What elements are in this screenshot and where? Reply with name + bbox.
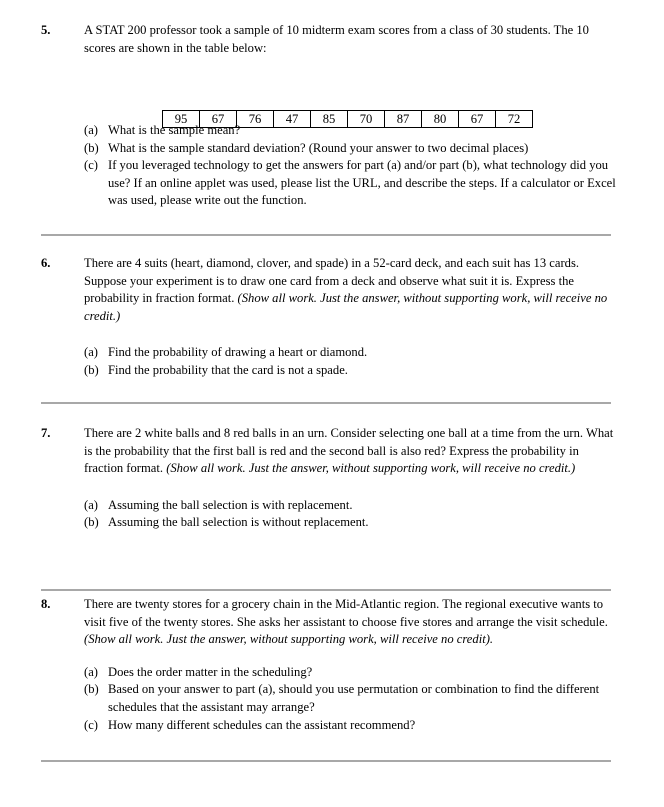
intro-text: There are 4 suits (heart, diamond, clover, and spade) in a 52-card deck, and each suit has 13 cards. Suppose your experiment is to draw one card from a deck and observe what suit it is. Express the probability in fraction format. xyxy=(84,256,580,306)
question-body xyxy=(84,596,616,734)
part-text: Assuming the ball selection is without replacement. xyxy=(108,515,369,530)
question-body xyxy=(84,255,616,380)
score-cell: 67 xyxy=(200,111,237,128)
question-intro xyxy=(84,255,616,325)
question-parts xyxy=(84,122,616,210)
part-b xyxy=(84,362,616,380)
score-cell: 67 xyxy=(459,111,496,128)
intro-text: There are 2 white balls and 8 red balls in an urn. Consider selecting one ball at a time from the urn. What is the probability that the first ball is red and the second ball is also red? Express the probability in fraction format. xyxy=(84,426,614,476)
question-body xyxy=(84,22,616,57)
part-label: (b) xyxy=(84,362,99,377)
part-text: Find the probability that the card is not a spade. xyxy=(108,362,348,377)
part-c xyxy=(84,157,616,210)
part-label: (c) xyxy=(84,717,98,732)
part-b xyxy=(84,681,616,716)
part-text: If you leveraged technology to get the answers for part (a) and/or part (b), what technology did you use? If an online applet was used, please list the URL, and describe the steps. If a calculator or Excel was used, please write out the function. xyxy=(108,158,616,208)
section-divider xyxy=(41,402,611,404)
score-cell: 87 xyxy=(385,111,422,128)
section-divider xyxy=(41,760,611,762)
section-divider xyxy=(41,234,611,236)
score-cell: 85 xyxy=(311,111,348,128)
part-b xyxy=(84,140,616,158)
part-text: How many different schedules can the assistant recommend? xyxy=(108,717,416,732)
part-a xyxy=(84,122,616,140)
part-a xyxy=(84,497,616,515)
part-label: (c) xyxy=(84,158,98,173)
score-cell: 72 xyxy=(496,111,533,128)
score-cell: 70 xyxy=(348,111,385,128)
question-number: 5. xyxy=(41,23,51,37)
score-cell: 47 xyxy=(274,111,311,128)
question-intro xyxy=(84,425,616,478)
part-text: Based on your answer to part (a), should you use permutation or combination to find the different schedules that the assistant may arrange? xyxy=(108,682,600,714)
work-note: (Show all work. Just the answer, without supporting work, will receive no credit). xyxy=(84,632,494,647)
part-text: What is the sample standard deviation? (Round your answer to two decimal places) xyxy=(108,140,529,155)
part-label: (b) xyxy=(84,140,99,155)
part-text: What is the sample mean? xyxy=(108,123,241,137)
score-cell: 80 xyxy=(422,111,459,128)
work-note: (Show all work. Just the answer, without supporting work, will receive no credit.) xyxy=(166,461,576,476)
part-label: (b) xyxy=(84,515,99,530)
part-label: (b) xyxy=(84,682,99,697)
section-divider xyxy=(41,589,611,591)
intro-text: There are twenty stores for a grocery chain in the Mid-Atlantic region. The regional executive wants to visit five of the twenty stores. She asks her assistant to choose five stores and arrange the visit schedule. xyxy=(84,597,608,629)
question-number: 6. xyxy=(41,256,51,270)
part-b xyxy=(84,514,616,532)
part-label: (a) xyxy=(84,664,98,679)
part-text: Assuming the ball selection is with replacement. xyxy=(108,497,353,512)
score-cell: 95 xyxy=(163,111,200,128)
question-body xyxy=(84,425,616,532)
part-a xyxy=(84,664,616,682)
part-text: Does the order matter in the scheduling? xyxy=(108,664,313,679)
part-label: (a) xyxy=(84,497,98,512)
part-label: (a) xyxy=(84,345,98,360)
part-a xyxy=(84,344,616,362)
part-c xyxy=(84,717,616,735)
work-note: (Show all work. Just the answer, without supporting work, will receive no credit.) xyxy=(84,291,608,323)
part-text: Find the probability of drawing a heart or diamond. xyxy=(108,345,368,360)
question-intro xyxy=(84,596,616,649)
question-number: 7. xyxy=(41,426,51,440)
score-cell: 76 xyxy=(237,111,274,128)
question-number: 8. xyxy=(41,597,51,611)
question-intro: A STAT 200 professor took a sample of 10 midterm exam scores from a class of 30 students. The 10 scores are shown in the table below: xyxy=(84,23,589,55)
part-label: (a) xyxy=(84,123,98,137)
